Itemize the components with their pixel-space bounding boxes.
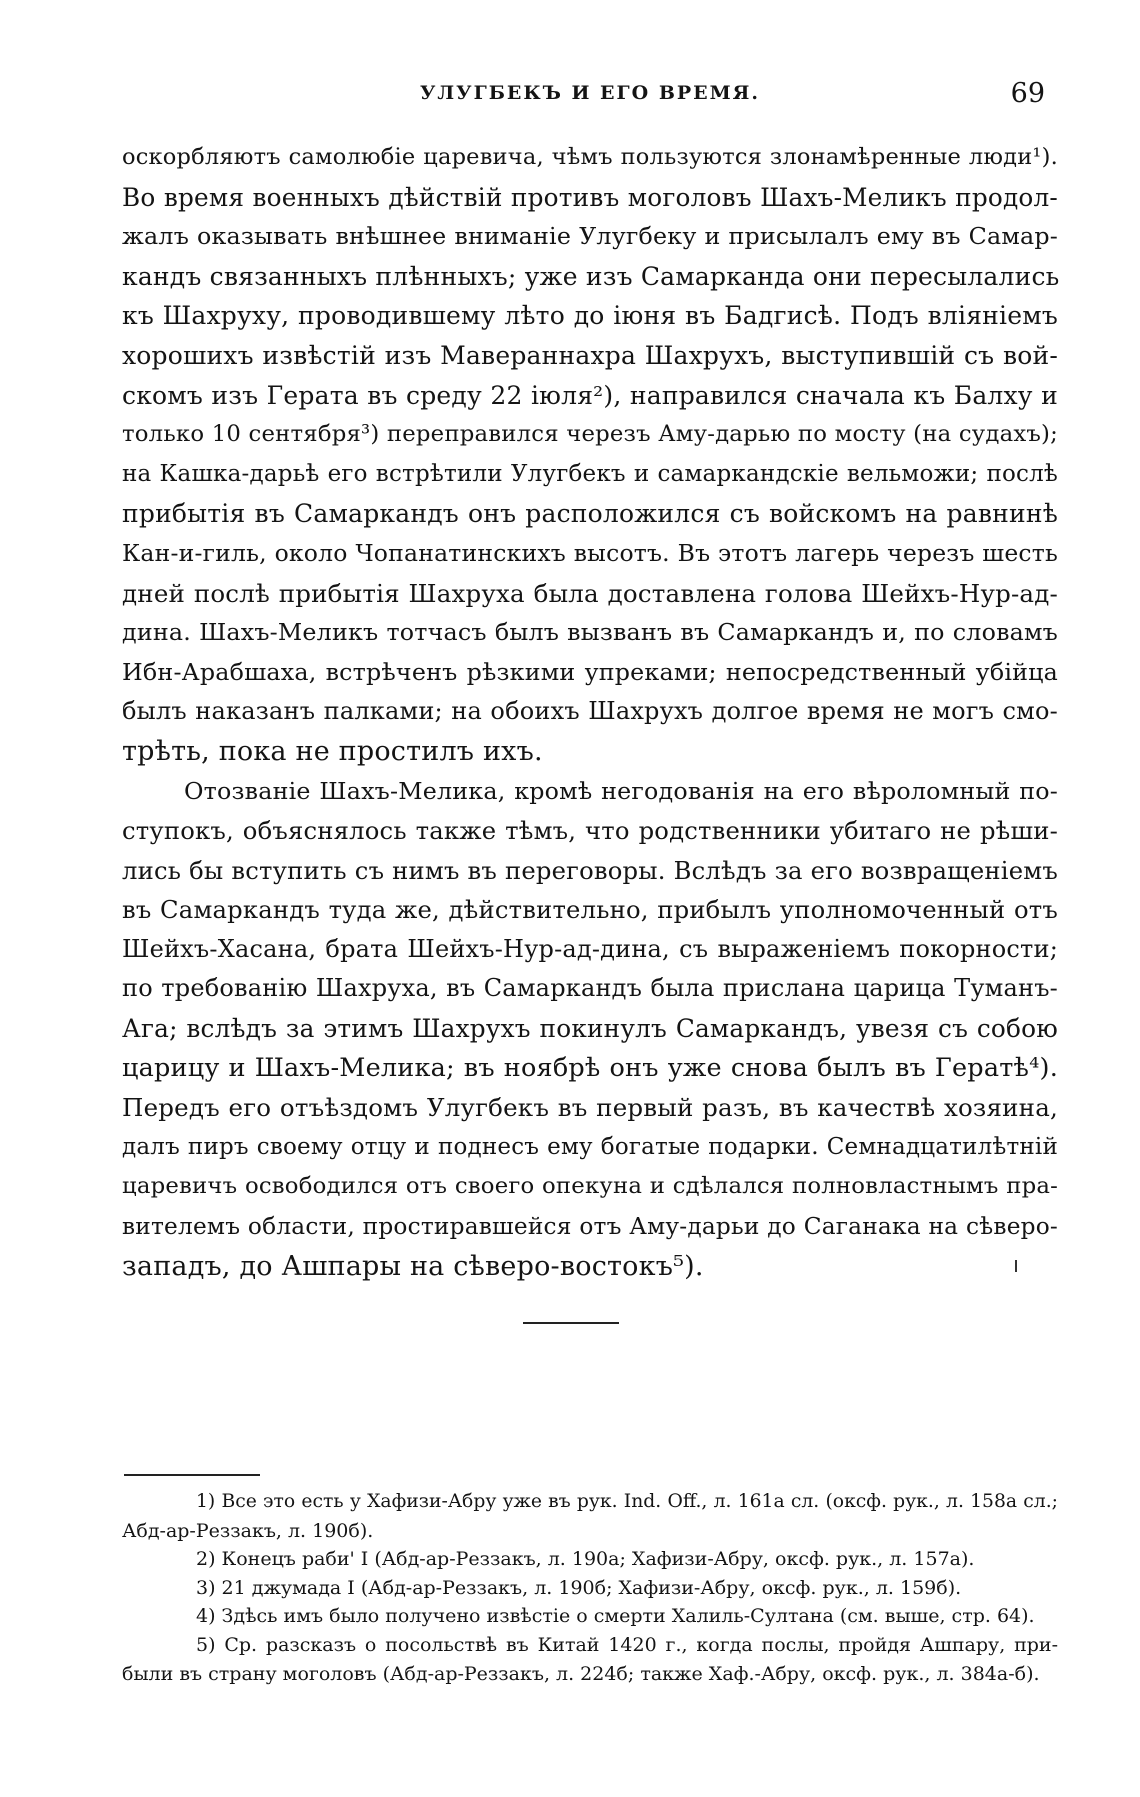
text-line: хорошихъ извѣстій изъ Мавераннахра Шахрухъ, выступившій съ вой-	[122, 340, 1058, 370]
text-line: былъ наказанъ палками; на обоихъ Шахрухъ долгое время не могъ смо-	[122, 697, 1058, 726]
footnote-line: 1) Все это есть у Хафизи-Абру уже въ рук. Ind. Off., л. 161а сл. (оксф. рук., л. 158а сл.;	[196, 1491, 1058, 1512]
footnote-1	[122, 1488, 1058, 1545]
text-line: царевичъ освободился отъ своего опекуна и сдѣлался полновластнымъ пра-	[122, 1173, 1058, 1200]
text-line: прибытія въ Самаркандъ онъ расположился съ войскомъ на равнинѣ	[122, 499, 1058, 529]
text-line: западъ, до Ашпары на сѣверо-востокъ⁵).	[122, 1250, 704, 1282]
paragraph-1	[122, 138, 1058, 772]
stray-mark	[1015, 1260, 1017, 1272]
footnote-line: 3) 21 джумада I (Абд-ар-Реззакъ, л. 190б; Хафизи-Абру, оксф. рук., л. 159б).	[196, 1576, 962, 1599]
text-line: ступокъ, объяснялось также тѣмъ, что родственники убитаго не рѣши-	[122, 816, 1058, 846]
page-number: 69	[1010, 78, 1045, 109]
text-line: на Кашка-дарьѣ его встрѣтили Улугбекъ и самаркандскіе вельможи; послѣ	[122, 460, 1058, 487]
footnote-5	[122, 1631, 1058, 1688]
footnote-4	[122, 1602, 1058, 1631]
paragraph-2	[122, 772, 1058, 1287]
text-line: только 10 сентября³) переправился черезъ Аму-дарью по мосту (на судахъ);	[122, 421, 1058, 448]
text-line: Во время военныхъ дѣйствій противъ моголовъ Шахъ-Меликъ продол-	[122, 182, 1058, 212]
text-line: лись бы вступить съ нимъ въ переговоры. Вслѣдъ за его возвращеніемъ	[122, 855, 1058, 885]
text-line: Кан-и-гиль, около Чопанатинскихъ высотъ. Въ этотъ лагерь черезъ шесть	[122, 538, 1058, 567]
text-line: оскорбляютъ самолюбіе царевича, чѣмъ пользуются злонамѣренные люди¹).	[122, 144, 1058, 170]
footnote-line: 5) Ср. разсказъ о посольствѣ въ Китай 1420 г., когда послы, пройдя Ашпару, при-	[196, 1633, 1058, 1656]
text-line: къ Шахруху, проводившему лѣто до іюня въ Бадгисѣ. Подъ вліяніемъ	[122, 301, 1058, 331]
text-line: царицу и Шахъ-Мелика; въ ноябрѣ онъ уже снова былъ въ Гератѣ⁴).	[122, 1052, 1058, 1083]
footnote-line: 4) Здѣсь имъ было получено извѣстіе о смерти Халиль-Султана (см. выше, стр. 64).	[196, 1605, 1035, 1628]
text-line: далъ пиръ своему отцу и поднесъ ему богатые подарки. Семнадцатилѣтній	[122, 1133, 1058, 1160]
footnote-line: были въ страну моголовъ (Абд-ар-Реззакъ, л. 224б; также Хаф.-Абру, оксф. рук., л. 384а-б).	[122, 1662, 1040, 1685]
running-title: УЛУГБЕКЪ И ЕГО ВРЕМЯ.	[419, 82, 761, 104]
footnote-line: Абд-ар-Реззакъ, л. 190б).	[122, 1519, 374, 1542]
text-line: кандъ связанныхъ плѣнныхъ; уже изъ Самарканда они пересылались	[122, 261, 1060, 291]
text-line: Отозваніе Шахъ-Мелика, кромѣ негодованія на его вѣроломный по-	[184, 776, 1058, 805]
text-line: Шейхъ-Хасана, брата Шейхъ-Нур-ад-дина, съ выраженіемъ покорности;	[122, 934, 1058, 963]
footnote-2	[122, 1545, 1058, 1574]
text-line: вителемъ области, простиравшейся отъ Аму-дарьи до Саганака на сѣверо-	[122, 1213, 1058, 1241]
section-separator-rule	[523, 1322, 619, 1324]
text-line: въ Самаркандъ туда же, дѣйствительно, прибылъ уполномоченный отъ	[122, 895, 1058, 925]
text-line: Ага; вслѣдъ за этимъ Шахрухъ покинулъ Самаркандъ, увезя съ собою	[122, 1014, 1058, 1044]
text-line: Передъ его отъѣздомъ Улугбекъ въ первый разъ, въ качествѣ хозяина,	[122, 1093, 1058, 1123]
text-line: дней послѣ прибытія Шахруха была доставлена голова Шейхъ-Нур-ад-	[122, 578, 1058, 608]
body-text	[122, 138, 1058, 1286]
footnote-rule	[124, 1474, 260, 1476]
text-line: дина. Шахъ-Меликъ тотчасъ былъ вызванъ въ Самаркандъ и, по словамъ	[122, 618, 1058, 647]
running-head	[125, 78, 1055, 118]
text-line: по требованію Шахруха, въ Самаркандъ была прислана царица Туманъ-	[122, 974, 1058, 1003]
text-line: жалъ оказывать внѣшнее вниманіе Улугбеку и присылалъ ему въ Самар-	[122, 222, 1058, 251]
footnote-3	[122, 1574, 1058, 1603]
text-line: Ибн-Арабшаха, встрѣченъ рѣзкими упреками; непосредственный убійца	[122, 657, 1058, 686]
footnotes	[122, 1488, 1058, 1688]
footnote-line: 2) Конецъ раби' I (Абд-ар-Реззакъ, л. 190а; Хафизи-Абру, оксф. рук., л. 157а).	[196, 1548, 975, 1571]
text-line: трѣть, пока не простилъ ихъ.	[122, 735, 543, 767]
text-line: скомъ изъ Герата въ среду 22 іюля²), направился сначала къ Балху и	[122, 380, 1058, 410]
